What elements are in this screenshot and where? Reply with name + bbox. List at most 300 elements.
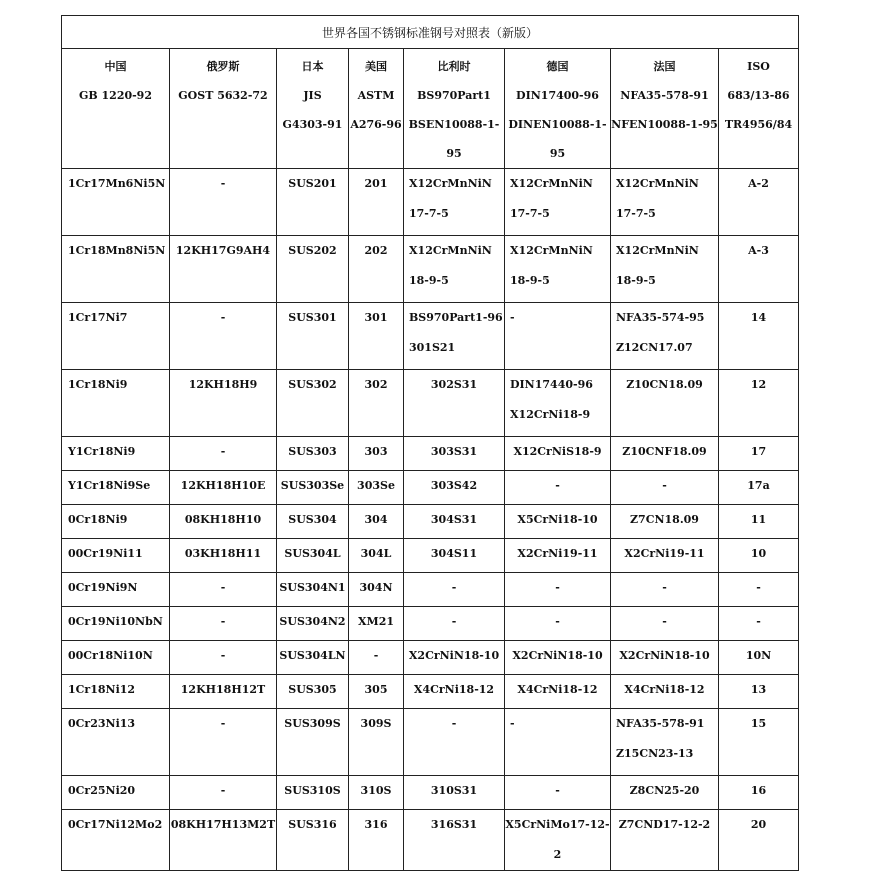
cell-russia — [170, 505, 277, 539]
header-line: 俄罗斯 — [206, 60, 240, 73]
cell-text: - — [555, 581, 560, 594]
steel-grade-table — [61, 15, 799, 871]
cell-text: 303Se — [357, 479, 395, 492]
cell-text: 20 — [750, 818, 767, 831]
cell-text: 0Cr19Ni10NbN — [68, 615, 163, 628]
cell-china — [62, 169, 170, 236]
cell-text: SUS310S — [284, 784, 341, 797]
cell-iso — [719, 471, 799, 505]
cell-text: 301S21 — [409, 341, 456, 354]
cell-text: 304S11 — [430, 547, 478, 560]
cell-text: - — [220, 311, 226, 324]
cell-france — [611, 303, 719, 370]
cell-text: SUS201 — [288, 177, 337, 190]
cell-text: 201 — [364, 177, 388, 190]
cell-usa — [349, 437, 404, 471]
cell-germany — [505, 607, 611, 641]
table-title: 世界各国不锈钢标准钢号对照表（新版） — [62, 16, 799, 49]
cell-text: 17 — [750, 445, 767, 458]
cell-japan — [277, 169, 349, 236]
cell-belgium — [404, 641, 505, 675]
header-line: GB 1220-92 — [78, 89, 152, 102]
cell-text: 12KH18H10E — [180, 479, 266, 492]
cell-russia — [170, 573, 277, 607]
cell-text: 10 — [750, 547, 767, 560]
cell-russia — [170, 539, 277, 573]
cell-text: 18-9-5 — [510, 274, 550, 287]
cell-usa — [349, 505, 404, 539]
cell-text: - — [373, 649, 379, 662]
cell-russia — [170, 776, 277, 810]
cell-china — [62, 471, 170, 505]
header-line: NFEN10088-1-95 — [611, 118, 718, 131]
cell-belgium — [404, 236, 505, 303]
cell-text: X12CrNiS18-9 — [513, 445, 602, 458]
cell-russia — [170, 370, 277, 437]
cell-iso — [719, 539, 799, 573]
cell-usa — [349, 573, 404, 607]
header-line: 日本 — [301, 60, 324, 73]
cell-text: Z15CN23-13 — [616, 747, 694, 760]
header-row — [62, 49, 799, 169]
cell-text: X12CrNi18-9 — [510, 408, 591, 421]
cell-russia — [170, 169, 277, 236]
table-row — [62, 169, 799, 236]
cell-text: X2CrNiN18-10 — [408, 649, 500, 662]
cell-japan — [277, 437, 349, 471]
cell-russia — [170, 236, 277, 303]
cell-text: - — [451, 717, 457, 730]
cell-text: - — [451, 581, 457, 594]
cell-china — [62, 641, 170, 675]
cell-usa — [349, 641, 404, 675]
cell-text: X2CrNi19-11 — [517, 547, 598, 560]
cell-text: 1Cr18Ni9 — [68, 378, 128, 391]
cell-usa — [349, 810, 404, 871]
cell-china — [62, 607, 170, 641]
cell-text: X2CrNiN18-10 — [512, 649, 603, 662]
cell-germany — [505, 437, 611, 471]
cell-text: 0Cr17Ni12Mo2 — [68, 818, 163, 831]
cell-text: SUS303Se — [280, 479, 345, 492]
table-row — [62, 303, 799, 370]
cell-text: 10N — [745, 649, 772, 662]
cell-belgium — [404, 370, 505, 437]
cell-usa — [349, 471, 404, 505]
cell-russia — [170, 437, 277, 471]
cell-text: X12CrMnNiN — [409, 244, 492, 257]
cell-text: - — [662, 615, 667, 628]
cell-text: 1Cr17Ni7 — [68, 311, 128, 324]
cell-text: 17-7-5 — [510, 207, 550, 220]
cell-iso — [719, 607, 799, 641]
title-row — [62, 16, 799, 49]
cell-china — [62, 810, 170, 871]
cell-japan — [277, 573, 349, 607]
cell-text: 303S42 — [430, 479, 478, 492]
cell-text: SUS305 — [288, 683, 337, 696]
cell-france — [611, 505, 719, 539]
cell-text: Z10CN18.09 — [626, 378, 703, 391]
header-belgium — [404, 49, 505, 169]
table-row — [62, 471, 799, 505]
cell-text: 17-7-5 — [616, 207, 656, 220]
cell-text: 304N — [359, 581, 393, 594]
cell-france — [611, 776, 719, 810]
table-row — [62, 505, 799, 539]
table-body — [62, 16, 799, 871]
cell-belgium — [404, 607, 505, 641]
cell-iso — [719, 236, 799, 303]
header-germany — [505, 49, 611, 169]
cell-text: 17-7-5 — [409, 207, 449, 220]
cell-belgium — [404, 471, 505, 505]
header-usa — [349, 49, 404, 169]
cell-russia — [170, 675, 277, 709]
cell-iso — [719, 776, 799, 810]
cell-france — [611, 607, 719, 641]
cell-belgium — [404, 573, 505, 607]
cell-text: X4CrNi18-12 — [413, 683, 495, 696]
cell-germany — [505, 776, 611, 810]
header-line: BS970Part1 — [417, 89, 491, 102]
table-row — [62, 607, 799, 641]
cell-text: 11 — [750, 513, 767, 526]
cell-china — [62, 505, 170, 539]
cell-text: 12 — [750, 378, 767, 391]
cell-text: X12CrMnNiN — [409, 177, 492, 190]
cell-text: 0Cr23Ni13 — [68, 717, 136, 730]
cell-france — [611, 709, 719, 776]
cell-iso — [719, 370, 799, 437]
cell-usa — [349, 236, 404, 303]
cell-belgium — [404, 810, 505, 871]
header-line: 比利时 — [437, 60, 471, 73]
cell-text: - — [555, 784, 560, 797]
header-line: JIS — [303, 89, 322, 102]
table-row — [62, 437, 799, 471]
cell-china — [62, 709, 170, 776]
header-russia — [170, 49, 277, 169]
header-line: BSEN10088-1-95 — [408, 118, 500, 160]
table-row — [62, 776, 799, 810]
table-row — [62, 675, 799, 709]
cell-germany — [505, 505, 611, 539]
cell-france — [611, 810, 719, 871]
cell-china — [62, 370, 170, 437]
table-row — [62, 236, 799, 303]
header-line: A276-96 — [350, 118, 402, 131]
cell-text: - — [220, 717, 226, 730]
cell-text: 1Cr18Mn8Ni5N — [68, 244, 166, 257]
cell-text: 12KH18H12T — [180, 683, 266, 696]
cell-japan — [277, 709, 349, 776]
cell-text: X12CrMnNiN — [510, 244, 593, 257]
cell-russia — [170, 709, 277, 776]
cell-belgium — [404, 675, 505, 709]
cell-germany — [505, 471, 611, 505]
cell-germany — [505, 675, 611, 709]
header-line: 美国 — [365, 60, 387, 73]
cell-text: - — [220, 784, 226, 797]
cell-iso — [719, 675, 799, 709]
cell-russia — [170, 471, 277, 505]
cell-france — [611, 370, 719, 437]
cell-text: 309S — [360, 717, 392, 730]
cell-text: 304L — [360, 547, 392, 560]
cell-text: X12CrMnNiN — [616, 244, 699, 257]
cell-belgium — [404, 169, 505, 236]
cell-text: 00Cr18Ni10N — [68, 649, 153, 662]
cell-text: SUS304 — [288, 513, 337, 526]
cell-iso — [719, 169, 799, 236]
cell-text: 304 — [364, 513, 388, 526]
cell-russia — [170, 641, 277, 675]
header-line: DIN17400-96 — [516, 89, 599, 102]
cell-text: X2CrNi19-11 — [624, 547, 705, 560]
cell-belgium — [404, 539, 505, 573]
cell-text: 305 — [364, 683, 388, 696]
table-row — [62, 370, 799, 437]
cell-china — [62, 236, 170, 303]
cell-text: - — [555, 615, 560, 628]
cell-text: - — [662, 581, 667, 594]
cell-text: 0Cr25Ni20 — [68, 784, 136, 797]
table-row — [62, 709, 799, 776]
cell-russia — [170, 607, 277, 641]
cell-iso — [719, 437, 799, 471]
cell-text: - — [662, 479, 667, 492]
cell-text: 304S31 — [430, 513, 478, 526]
cell-russia — [170, 303, 277, 370]
cell-germany — [505, 370, 611, 437]
cell-usa — [349, 607, 404, 641]
header-line: 中国 — [104, 60, 127, 73]
cell-text: Z7CND17-12-2 — [618, 818, 711, 831]
header-china — [62, 49, 170, 169]
cell-text: X2CrNiN18-10 — [619, 649, 710, 662]
cell-japan — [277, 505, 349, 539]
cell-text: SUS302 — [288, 378, 337, 391]
cell-text: 12KH18H9 — [188, 378, 258, 391]
cell-china — [62, 437, 170, 471]
header-line: G4303-91 — [282, 118, 343, 131]
cell-japan — [277, 370, 349, 437]
cell-france — [611, 471, 719, 505]
cell-text: - — [510, 717, 515, 730]
cell-text: - — [451, 615, 457, 628]
header-line: 法国 — [653, 60, 676, 73]
cell-japan — [277, 641, 349, 675]
cell-text: 0Cr18Ni9 — [68, 513, 128, 526]
cell-text: 14 — [750, 311, 767, 324]
cell-japan — [277, 675, 349, 709]
cell-japan — [277, 236, 349, 303]
cell-germany — [505, 641, 611, 675]
cell-china — [62, 675, 170, 709]
cell-text: SUS202 — [288, 244, 337, 257]
cell-belgium — [404, 709, 505, 776]
header-line: 德国 — [546, 60, 569, 73]
cell-text: X5CrNi18-10 — [517, 513, 598, 526]
cell-france — [611, 539, 719, 573]
cell-text: 202 — [364, 244, 388, 257]
cell-china — [62, 573, 170, 607]
cell-text: SUS304N2 — [279, 615, 346, 628]
cell-germany — [505, 709, 611, 776]
cell-text: 18-9-5 — [409, 274, 449, 287]
cell-iso — [719, 641, 799, 675]
cell-belgium — [404, 437, 505, 471]
header-line: 683/13-86 — [727, 89, 790, 102]
cell-text: SUS304N1 — [279, 581, 346, 594]
cell-text: A-3 — [748, 244, 769, 257]
cell-germany — [505, 303, 611, 370]
cell-text: 16 — [750, 784, 767, 797]
cell-text: 03KH18H11 — [184, 547, 262, 560]
cell-text: - — [555, 479, 560, 492]
cell-france — [611, 169, 719, 236]
cell-text: 302S31 — [430, 378, 478, 391]
cell-usa — [349, 303, 404, 370]
cell-text: SUS316 — [288, 818, 337, 831]
cell-text: NFA35-578-91 — [616, 717, 705, 730]
cell-china — [62, 303, 170, 370]
header-line: NFA35-578-91 — [620, 89, 709, 102]
cell-text: 17a — [747, 479, 770, 492]
cell-japan — [277, 810, 349, 871]
cell-text: - — [220, 615, 226, 628]
cell-text: 310S31 — [430, 784, 478, 797]
cell-text: - — [220, 649, 226, 662]
cell-text: - — [220, 581, 226, 594]
header-france — [611, 49, 719, 169]
table-row — [62, 641, 799, 675]
cell-text: 303S31 — [430, 445, 478, 458]
cell-text: 12KH17G9AH4 — [175, 244, 271, 257]
cell-text: X12CrMnNiN — [616, 177, 699, 190]
cell-text: X5CrNiMo17-12-2 — [505, 818, 610, 861]
header-line: ASTM — [357, 89, 395, 102]
cell-text: 18-9-5 — [616, 274, 656, 287]
cell-text: - — [756, 615, 761, 628]
cell-text: Z12CN17.07 — [616, 341, 693, 354]
cell-text: A-2 — [748, 177, 769, 190]
cell-usa — [349, 675, 404, 709]
cell-japan — [277, 776, 349, 810]
cell-iso — [719, 709, 799, 776]
cell-text: XM21 — [357, 615, 395, 628]
table-row — [62, 810, 799, 871]
cell-usa — [349, 370, 404, 437]
cell-text: NFA35-574-95 — [616, 311, 705, 324]
cell-text: 13 — [750, 683, 767, 696]
cell-france — [611, 641, 719, 675]
cell-text: X4CrNi18-12 — [517, 683, 598, 696]
cell-china — [62, 776, 170, 810]
header-japan — [277, 49, 349, 169]
cell-text: SUS309S — [284, 717, 341, 730]
cell-japan — [277, 471, 349, 505]
cell-text: 15 — [750, 717, 767, 730]
cell-germany — [505, 810, 611, 871]
cell-japan — [277, 607, 349, 641]
cell-japan — [277, 303, 349, 370]
cell-text: 00Cr19Ni11 — [68, 547, 143, 560]
cell-text: 310S — [360, 784, 392, 797]
cell-japan — [277, 539, 349, 573]
cell-france — [611, 573, 719, 607]
cell-text: 316 — [364, 818, 388, 831]
cell-text: 1Cr17Mn6Ni5N — [68, 177, 166, 190]
cell-germany — [505, 236, 611, 303]
cell-france — [611, 675, 719, 709]
cell-text: 316S31 — [430, 818, 478, 831]
cell-belgium — [404, 776, 505, 810]
cell-iso — [719, 505, 799, 539]
cell-text: Z10CNF18.09 — [622, 445, 707, 458]
cell-text: Y1Cr18Ni9Se — [68, 479, 151, 492]
cell-text: Z8CN25-20 — [629, 784, 700, 797]
cell-text: 303 — [364, 445, 388, 458]
cell-germany — [505, 573, 611, 607]
cell-belgium — [404, 303, 505, 370]
cell-text: X12CrMnNiN — [510, 177, 593, 190]
cell-usa — [349, 776, 404, 810]
header-line: TR4956/84 — [724, 118, 793, 131]
header-line: ISO — [747, 60, 770, 73]
cell-text: - — [510, 311, 515, 324]
cell-iso — [719, 573, 799, 607]
cell-text: SUS303 — [288, 445, 337, 458]
cell-text: DIN17440-96 — [510, 378, 593, 391]
cell-text: 301 — [364, 311, 388, 324]
cell-iso — [719, 810, 799, 871]
cell-text: - — [220, 445, 226, 458]
cell-text: 08KH17H13M2T — [170, 818, 276, 831]
cell-germany — [505, 539, 611, 573]
cell-china — [62, 539, 170, 573]
cell-germany — [505, 169, 611, 236]
cell-text: 0Cr19Ni9N — [68, 581, 138, 594]
table-row — [62, 573, 799, 607]
table-row — [62, 539, 799, 573]
cell-text: SUS304L — [284, 547, 341, 560]
cell-usa — [349, 169, 404, 236]
cell-text: SUS304LN — [279, 649, 346, 662]
cell-france — [611, 236, 719, 303]
cell-usa — [349, 709, 404, 776]
cell-belgium — [404, 505, 505, 539]
cell-text: SUS301 — [288, 311, 337, 324]
cell-russia — [170, 810, 277, 871]
cell-text: - — [756, 581, 761, 594]
cell-text: 302 — [364, 378, 388, 391]
cell-text: BS970Part1-96 — [409, 311, 503, 324]
cell-text: Y1Cr18Ni9 — [68, 445, 136, 458]
cell-text: - — [220, 177, 226, 190]
cell-france — [611, 437, 719, 471]
header-line: DINEN10088-1-95 — [508, 118, 607, 160]
cell-text: X4CrNi18-12 — [624, 683, 705, 696]
cell-text: 08KH18H10 — [184, 513, 262, 526]
header-line: GOST 5632-72 — [178, 89, 268, 102]
cell-text: 1Cr18Ni12 — [68, 683, 136, 696]
cell-iso — [719, 303, 799, 370]
cell-usa — [349, 539, 404, 573]
header-iso — [719, 49, 799, 169]
cell-text: Z7CN18.09 — [630, 513, 699, 526]
